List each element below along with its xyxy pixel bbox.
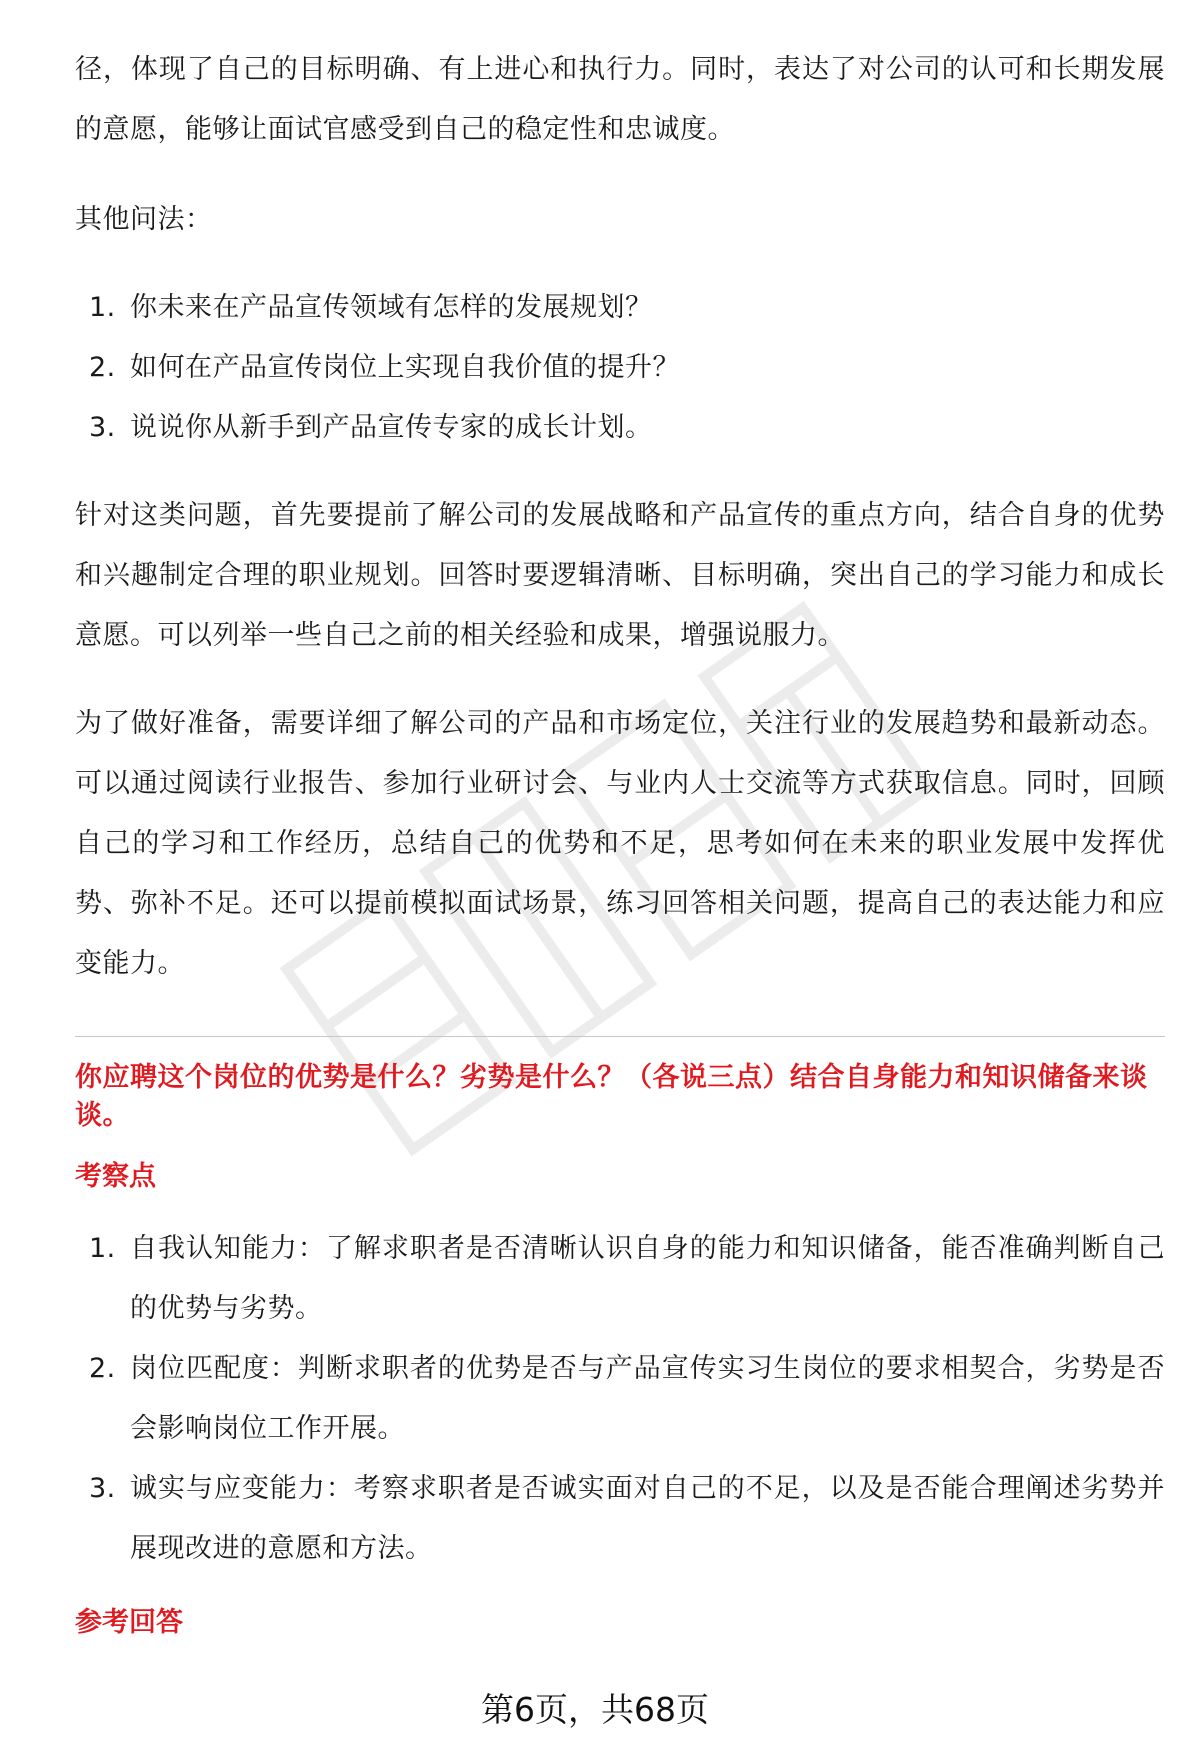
list-item [75,1219,1165,1339]
question-title: 你应聘这个岗位的优势是什么？劣势是什么？（各说三点）结合自身能力和知识储备来谈谈。 [75,1062,1148,1131]
list-number: 3. [89,412,116,443]
other-questions-list [75,278,1165,458]
list-text: 你未来在产品宣传领域有怎样的发展规划？ [130,292,653,323]
advice-paragraph-1: 针对这类问题，首先要提前了解公司的发展战略和产品宣传的重点方向，结合自身的优势和兴趣制定合理的职业规划。回答时要逻辑清晰、目标明确，突出自己的学习能力和成长意愿。可以列举一些自己之前的相关经验和成果，增强说服力。 [75,500,1165,651]
other-questions-label: 其他问法： [75,204,213,235]
advice-paragraph-2: 为了做好准备，需要详细了解公司的产品和市场定位，关注行业的发展趋势和最新动态。可以通过阅读行业报告、参加行业研讨会、与业内人士交流等方式获取信息。同时，回顾自己的学习和工作经历，总结自己的优势和不足，思考如何在未来的职业发展中发挥优势、弥补不足。还可以提前模拟面试场景，练习回答相关问题，提高自己的表达能力和应变能力。 [75,708,1165,979]
list-text: 诚实与应变能力：考察求职者是否诚实面对自己的不足，以及是否能合理阐述劣势并展现改进的意愿和方法。 [130,1473,1165,1564]
list-item [75,1339,1165,1459]
list-item [75,278,1165,338]
list-item [75,1459,1165,1579]
reference-answer-heading: 参考回答 [75,1607,183,1638]
document-page [75,40,1165,1643]
list-number: 1. [89,1233,116,1264]
list-number: 2. [89,352,116,383]
list-text: 如何在产品宣传岗位上实现自我价值的提升？ [130,352,680,383]
list-number: 3. [89,1473,116,1504]
list-number: 2. [89,1353,116,1384]
list-text: 说说你从新手到产品宣传专家的成长计划。 [130,412,653,443]
page-number: 第6页，共68页 [481,1690,709,1729]
intro-paragraph: 径，体现了自己的目标明确、有上进心和执行力。同时，表达了对公司的认可和长期发展的意愿，能够让面试官感受到自己的稳定性和忠诚度。 [75,54,1165,145]
assessment-points-list [75,1219,1165,1579]
list-text: 自我认知能力：了解求职者是否清晰认识自身的能力和知识储备，能否准确判断自己的优势与劣势。 [130,1233,1165,1324]
list-item [75,338,1165,398]
list-number: 1. [89,292,116,323]
list-item [75,398,1165,458]
list-text: 岗位匹配度：判断求职者的优势是否与产品宣传实习生岗位的要求相契合，劣势是否会影响岗位工作开展。 [130,1353,1165,1444]
assessment-points-heading: 考察点 [75,1161,156,1192]
